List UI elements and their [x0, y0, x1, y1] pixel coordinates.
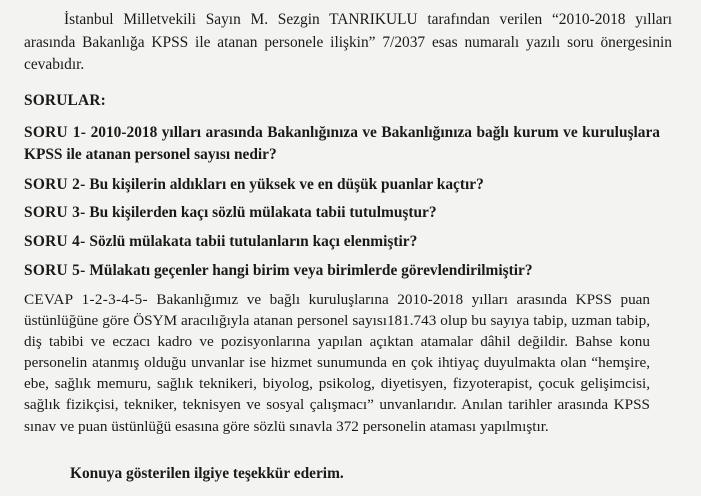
- question-4-tag: SORU 4-: [24, 233, 86, 250]
- question-2-text: Bu kişilerin aldıkları en yüksek ve en düşük puanlar kaçtır?: [85, 176, 484, 193]
- question-3: [24, 202, 660, 224]
- question-4: [24, 231, 660, 253]
- question-5-text: Mülakatı geçenler hangi birim veya birimlerde görevlendirilmiştir?: [85, 262, 533, 279]
- intro-paragraph: [24, 9, 672, 77]
- question-2-tag: SORU 2-: [24, 176, 86, 193]
- closing-line: Konuya gösterilen ilgiye teşekkür ederim.: [70, 465, 344, 482]
- question-5: [24, 260, 660, 282]
- questions-heading: SORULAR:: [24, 92, 106, 109]
- question-5-tag: SORU 5-: [24, 262, 86, 279]
- question-3-tag: SORU 3-: [24, 204, 86, 221]
- question-1-text: 2010-2018 yılları arasında Bakanlığınıza ve Bakanlığınıza bağlı kurum ve kuruluşlara KPSS ile atanan personel sayısı nedir?: [24, 124, 660, 163]
- answer-tag: CEVAP 1-2-3-4-5-: [24, 291, 148, 308]
- question-4-text: Sözlü mülakata tabii tutulanların kaçı elenmiştir?: [85, 233, 418, 250]
- question-2: [24, 174, 660, 196]
- question-3-text: Bu kişilerden kaçı sözlü mülakata tabii tutulmuştur?: [85, 204, 437, 221]
- question-1-tag: SORU 1-: [24, 124, 87, 141]
- intro-text: İstanbul Milletvekili Sayın M. Sezgin TANRIKULU tarafından verilen “2010-2018 yılları arasında Bakanlığa KPSS ile atanan personele ilişkin” 7/2037 esas numaralı yazılı soru önergesinin cevabıdır.: [24, 11, 672, 73]
- question-1: [24, 122, 660, 166]
- answer-text: Bakanlığımız ve bağlı kuruluşlarına 2010-2018 yılları arasında KPSS puan üstünlüğüne göre ÖSYM aracılığıyla atanan personel sayısı181.743 olup bu sayıya tabip, uzman tabip, diş tabibi ve eczacı kadro ve pozisyonlarına yapılan açıktan atamalar dâhil değildir. Bahse konu personelin atanmış olduğu unvanlar ise hizmet sunumunda en çok ihtiyaç duyulmakta olan “hemşire, ebe, sağlık memuru, sağlık teknikeri, biyolog, psikolog, diyetisyen, fizyoterapist, çocuk gelişimcisi, sağlık fizikçisi, tekniker, teknisyen ve sosyal çalışmacı” unvanlarıdır. Anılan tarihler arasında KPSS sınav ve puan üstünlüğü esasına göre sözlü sınavla 372 personelin ataması yapılmıştır.: [24, 291, 650, 435]
- answer-paragraph: [24, 289, 650, 437]
